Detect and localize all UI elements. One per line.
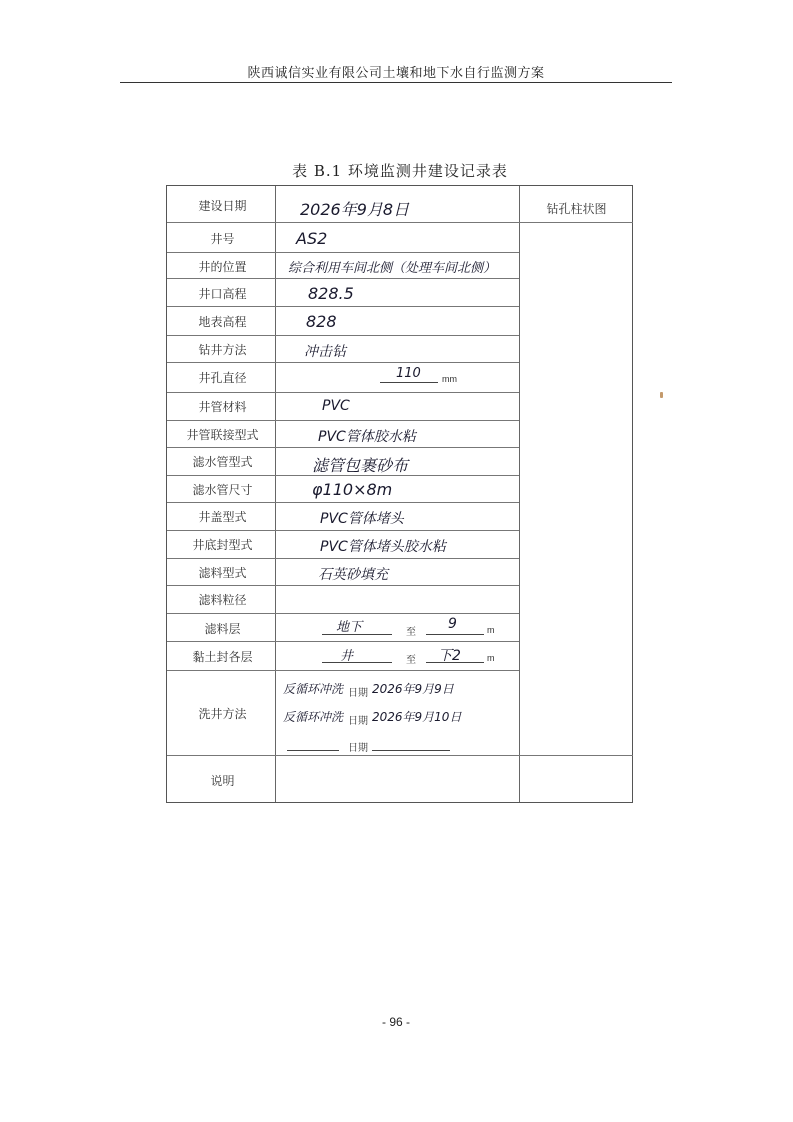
label-well-cap-type: 井盖型式	[198, 510, 247, 524]
hole-diameter-unit: mm	[442, 374, 457, 384]
washing-date-label-3: 日期	[348, 743, 368, 754]
row-divider	[167, 613, 519, 614]
washing-date-2: 2026年9月10日	[372, 710, 462, 724]
row-divider	[167, 585, 519, 586]
label-notes: 说明	[210, 774, 235, 788]
label-clay-seal-layer: 黏土封各层	[192, 650, 253, 664]
clay-seal-to-word: 至	[406, 655, 416, 666]
table-title: 表 B.1 环境监测井建设记录表	[292, 162, 508, 180]
label-bottom-seal-type: 井底封型式	[192, 538, 253, 552]
value-wellhead-elevation: 828.5	[308, 284, 354, 303]
washing-date-3-underline	[372, 750, 450, 751]
row-divider	[167, 641, 519, 642]
label-drilling-method: 钻井方法	[198, 343, 247, 357]
row-divider	[167, 670, 519, 671]
value-pipe-material: PVC	[322, 398, 350, 414]
row-divider	[167, 362, 519, 363]
label-build-date: 建设日期	[198, 199, 247, 213]
scan-artifact-mark	[660, 392, 663, 398]
washing-method-3-underline	[287, 750, 339, 751]
value-drilling-method: 冲击钻	[304, 344, 346, 360]
label-ground-elevation: 地表高程	[198, 315, 247, 329]
row-divider	[167, 447, 519, 448]
filter-layer-to-word: 至	[406, 627, 416, 638]
value-screen-size: φ110×8m	[312, 480, 393, 499]
washing-method-2: 反循环冲洗	[283, 710, 344, 724]
row-divider	[167, 278, 519, 279]
clay-seal-to: 下2	[438, 648, 461, 664]
label-filter-grain-size: 滤料粒径	[198, 593, 247, 607]
clay-seal-from: 井	[340, 649, 354, 664]
row-divider	[167, 392, 519, 393]
value-well-location: 综合利用车间北侧（处理车间北侧）	[288, 261, 497, 276]
clay-seal-to-underline	[426, 662, 484, 663]
hole-diameter-underline	[380, 382, 438, 383]
value-pipe-joint-type: PVC管体胶水粘	[318, 429, 416, 445]
row-divider	[167, 335, 519, 336]
label-hole-diameter: 井孔直径	[198, 371, 247, 385]
washing-method-1: 反循环冲洗	[283, 682, 344, 696]
washing-date-label-2: 日期	[348, 716, 368, 727]
washing-date-label-1: 日期	[348, 688, 368, 699]
label-filter-type: 滤料型式	[198, 566, 247, 580]
row-divider	[167, 502, 519, 503]
filter-layer-from-underline	[322, 634, 392, 635]
value-ground-elevation: 828	[306, 312, 337, 331]
row-divider	[167, 306, 519, 307]
clay-seal-from-underline	[322, 662, 392, 663]
row-divider	[167, 420, 519, 421]
value-filter-type: 石英砂填充	[318, 567, 388, 583]
label-pipe-material: 井管材料	[198, 400, 247, 414]
row-divider	[167, 558, 519, 559]
filter-layer-to: 9	[448, 616, 457, 632]
row-divider	[167, 222, 633, 223]
clay-seal-unit: m	[487, 653, 495, 663]
label-screen-size: 滤水管尺寸	[192, 483, 253, 497]
header-rule	[120, 82, 672, 83]
document-header: 陕西诚信实业有限公司土壤和地下水自行监测方案	[247, 66, 545, 81]
label-pipe-joint-type: 井管联接型式	[186, 428, 259, 442]
value-screen-type: 滤管包裹砂布	[312, 456, 409, 475]
label-screen-type: 滤水管型式	[192, 455, 253, 469]
value-column-divider	[519, 186, 520, 802]
filter-layer-from: 地下	[336, 620, 363, 635]
row-divider	[167, 530, 519, 531]
value-bottom-seal-type: PVC管体堵头胶水粘	[320, 539, 446, 555]
value-well-number: AS2	[296, 229, 328, 248]
value-build-date: 2026年9月8日	[300, 200, 410, 219]
page-number: - 96 -	[381, 1015, 410, 1029]
label-wellhead-elevation: 井口高程	[198, 287, 247, 301]
filter-layer-to-underline	[426, 634, 484, 635]
row-divider	[167, 252, 519, 253]
row-divider	[167, 755, 633, 756]
value-well-cap-type: PVC管体堵头	[320, 511, 404, 527]
label-well-number: 井号	[210, 232, 235, 246]
label-well-location: 井的位置	[198, 260, 247, 274]
filter-layer-unit: m	[487, 625, 495, 635]
label-filter-layer: 滤料层	[204, 622, 241, 636]
label-well-washing-method: 洗井方法	[198, 707, 247, 721]
borehole-column-heading: 钻孔柱状图	[546, 202, 607, 216]
value-hole-diameter: 110	[396, 366, 421, 381]
washing-date-1: 2026年9月9日	[372, 682, 454, 696]
